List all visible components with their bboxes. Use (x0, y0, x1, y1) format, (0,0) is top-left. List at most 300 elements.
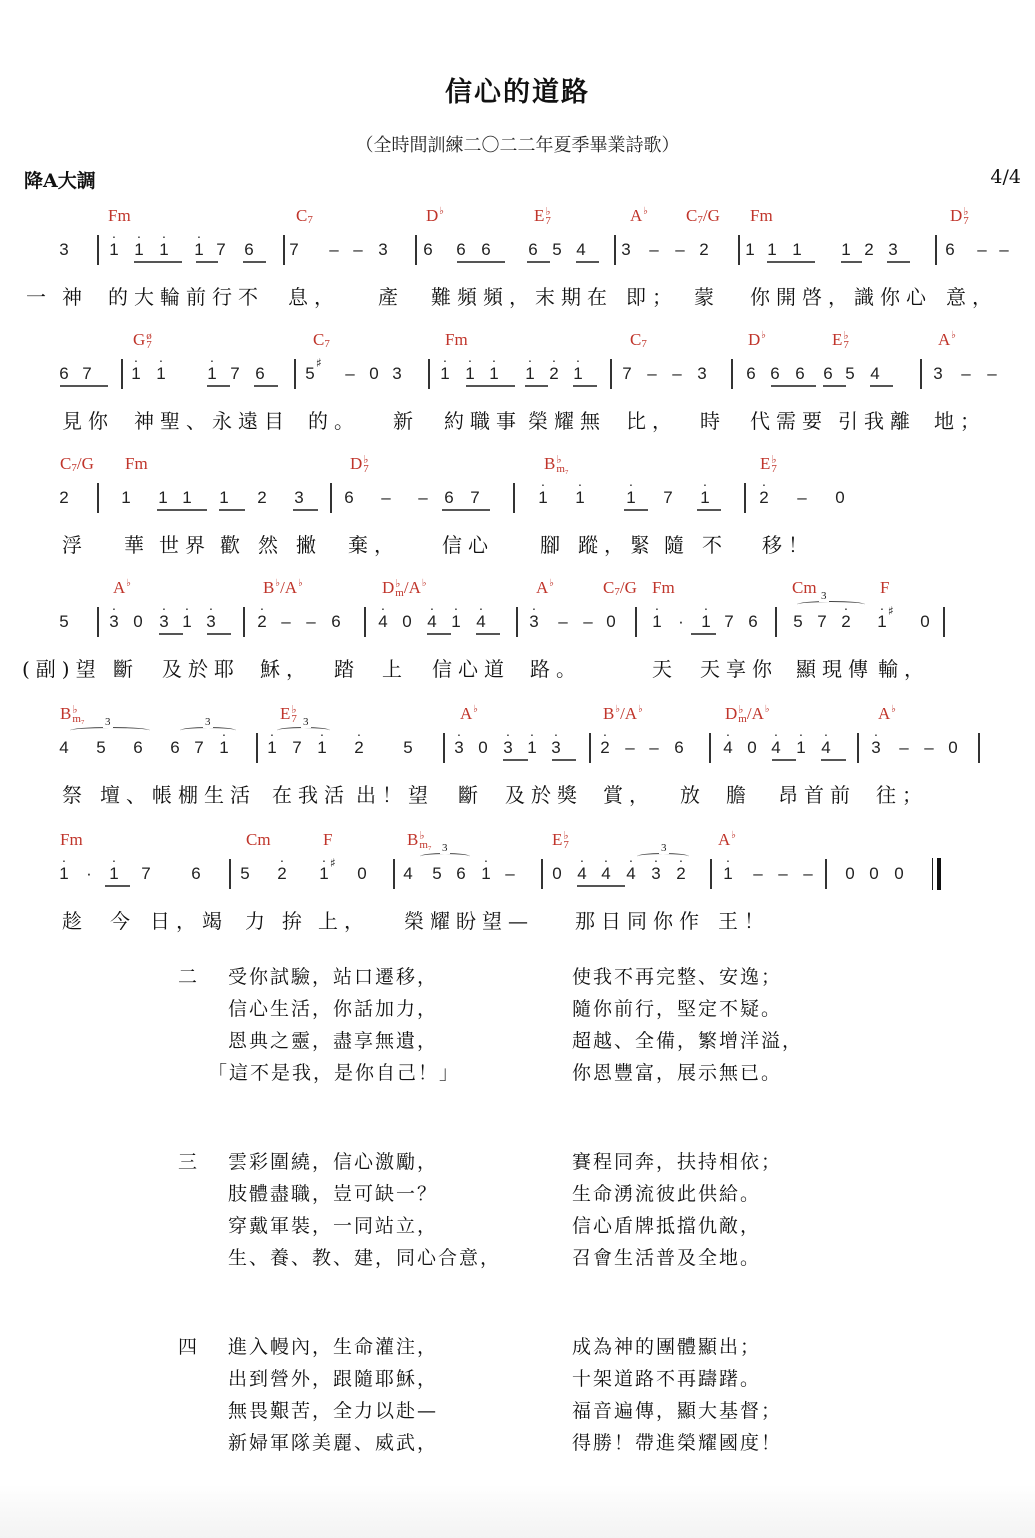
jianpu-note: 7 (141, 864, 151, 883)
barline (709, 733, 711, 763)
jianpu-note: 4 (59, 738, 69, 757)
chord-symbol: A♭ (113, 578, 131, 597)
lyric-text: 新 (393, 409, 419, 433)
beam-underline (552, 759, 576, 761)
lyric-text: 在我活 (272, 783, 350, 807)
jianpu-note: 1 · (451, 600, 461, 631)
jianpu-note: 4 · (476, 600, 486, 631)
chord-symbol: E ♭ 7 (280, 704, 297, 725)
lyric-text: 輸， (878, 657, 930, 681)
barline (978, 733, 980, 763)
triplet-number: 3 (661, 842, 667, 854)
lyric-text: (副)望 (22, 657, 102, 681)
lyric-text: 膽 (726, 783, 752, 807)
jianpu-note: 7 (289, 240, 299, 259)
jianpu-note: · (678, 612, 684, 631)
jianpu-note: 6 (481, 240, 491, 259)
chord-symbol: A♭ (460, 704, 478, 723)
verse-line-right: 成為神的團體顯出； (572, 1336, 762, 1358)
jianpu-note: 2 · (257, 600, 267, 631)
jianpu-note: 1 (219, 488, 229, 507)
jianpu-note: 1 · (317, 726, 327, 757)
jianpu-note: 6 (674, 738, 684, 757)
jianpu-note: 6 (823, 364, 833, 383)
jianpu-note: 1 (158, 488, 168, 507)
barline (97, 483, 99, 513)
beam-underline (427, 633, 451, 635)
chord-symbol: $C_7$ (313, 330, 330, 350)
jianpu-note: 1 · (465, 352, 475, 383)
jianpu-note: 1 · (527, 726, 537, 757)
jianpu-note: – (558, 612, 568, 631)
jianpu-note: – (899, 738, 909, 757)
jianpu-note: – (924, 738, 934, 757)
chord-symbol: F (880, 578, 890, 597)
jianpu-note: 1 · (723, 852, 733, 883)
lyric-text: 神聖、永遠目 (134, 409, 290, 433)
chord-symbol: Fm (125, 454, 148, 473)
lyric-text: 浮 (62, 533, 88, 557)
song-subtitle: （全時間訓練二〇二二年夏季畢業詩歌） (355, 135, 680, 156)
barline (825, 859, 827, 889)
beam-underline (207, 385, 230, 387)
triplet-arc (420, 853, 470, 860)
barline (415, 235, 417, 265)
jianpu-note: 0 (948, 738, 958, 757)
lyric-text: 日，竭 (150, 909, 228, 933)
triplet-arc (637, 853, 689, 860)
lyric-text: 蹤，緊 (578, 533, 656, 557)
lyric-text: 榮耀盼望— (404, 909, 534, 933)
verse-line-left: 穿戴軍裝，一同站立， (228, 1215, 439, 1237)
beam-underline (527, 261, 550, 263)
jianpu-note: 6 (331, 612, 341, 631)
jianpu-note: 7 (216, 240, 226, 259)
lyric-text: 見你 (62, 409, 114, 433)
jianpu-note: – (999, 240, 1009, 259)
jianpu-note: 1 · (134, 228, 144, 259)
jianpu-note: 2 · (841, 600, 851, 631)
verse-line-right: 生命湧流彼此供給。 (572, 1183, 762, 1205)
jianpu-note: 6 (344, 488, 354, 507)
verse-line-right: 你恩豐富，展示無已。 (572, 1062, 783, 1084)
lyric-text: 踏 (334, 657, 360, 681)
jianpu-note: 0 (845, 864, 855, 883)
lyric-text: 斷 (458, 783, 484, 807)
jianpu-note: 1 · (59, 852, 69, 883)
jianpu-note: – (418, 488, 428, 507)
verse-line-right: 召會生活普及全地。 (572, 1247, 762, 1269)
jianpu-note: – (961, 364, 971, 383)
jianpu-note: 1 · (626, 476, 636, 507)
jianpu-note: 7 (82, 364, 92, 383)
jianpu-note: 1 (182, 488, 192, 507)
verse-line-right: 得勝！帶進榮耀國度！ (572, 1432, 783, 1454)
beam-underline (159, 633, 183, 635)
jianpu-note: 1 · (489, 352, 499, 383)
triplet-number: 3 (442, 842, 448, 854)
barline (710, 859, 712, 889)
jianpu-note: 6 (770, 364, 780, 383)
beam-underline (767, 261, 815, 263)
barline (731, 359, 733, 389)
chord-symbol: B ♭ m₇ (407, 830, 432, 851)
jianpu-note: 4 · (626, 852, 636, 883)
jianpu-note: 0 (894, 864, 904, 883)
lyric-text: 上 (382, 657, 408, 681)
jianpu-note: 5 (793, 612, 803, 631)
jianpu-note: 0 (369, 364, 379, 383)
jianpu-note: 5 (240, 864, 250, 883)
barline (283, 235, 285, 265)
chord-symbol: E ♭ 7 (760, 454, 777, 475)
chord-symbol: B ♭ m₇ (60, 704, 85, 725)
verse-line-right: 使我不再完整、安逸； (572, 966, 783, 988)
chord-symbol: E ♭ 7 (832, 330, 849, 351)
lyric-text: 的大輪 (108, 285, 186, 309)
jianpu-note: 3 · (529, 600, 539, 631)
barline (256, 733, 258, 763)
jianpu-note: – (778, 864, 788, 883)
chord-symbol: $C_7$ (630, 330, 647, 350)
jianpu-note: 6 (795, 364, 805, 383)
chord-symbol: Fm (108, 206, 131, 225)
triplet-number: 3 (821, 590, 827, 602)
jianpu-note: 6 (945, 240, 955, 259)
jianpu-note: 0 (747, 738, 757, 757)
lyric-text: 腳 (540, 533, 566, 557)
jianpu-note: 1 · (207, 352, 217, 383)
lyric-text: 時 (700, 409, 726, 433)
jianpu-note: 1 (745, 240, 755, 259)
lyric-text: 信心道 (432, 657, 510, 681)
barline (428, 359, 430, 389)
jianpu-note: 0 (606, 612, 616, 631)
lyric-text: 及於獎 (505, 783, 583, 807)
jianpu-note: 6 (170, 738, 180, 757)
chord-symbol: D ♭ 7 (350, 454, 369, 475)
jianpu-note: 1 · (219, 726, 229, 757)
jianpu-note: 3 (294, 488, 304, 507)
chord-symbol: D ♭ m /A♭ (725, 704, 770, 725)
triplet-arc (797, 601, 865, 608)
jianpu-note: 0 (357, 864, 367, 883)
jianpu-note: 2 · (600, 726, 610, 757)
jianpu-note: 3 (888, 240, 898, 259)
verse-line-right: 賽程同奔，扶持相依； (572, 1151, 783, 1173)
triplet-arc (277, 727, 330, 734)
lyric-text: 昂首前 (778, 783, 856, 807)
jianpu-note: 5 (59, 612, 69, 631)
chord-symbol: B♭/A♭ (263, 578, 303, 597)
chord-symbol: E ♭ 7 (534, 206, 551, 227)
chord-symbol: A♭ (878, 704, 896, 723)
jianpu-note: 0 (869, 864, 879, 883)
lyric-text: 顯現傳 (796, 657, 874, 681)
beam-underline (573, 385, 597, 387)
jianpu-note: 1 · (538, 476, 548, 507)
beam-underline (134, 261, 182, 263)
barline (121, 359, 123, 389)
jianpu-note: – (381, 488, 391, 507)
jianpu-note: 1 · (652, 600, 662, 631)
beam-underline (870, 385, 893, 387)
jianpu-note: 7 (817, 612, 827, 631)
beam-underline (887, 261, 910, 263)
beam-underline (196, 261, 218, 263)
lyric-text: 賞， (603, 783, 655, 807)
triplet-number: 3 (303, 716, 309, 728)
jianpu-note: 1 · (700, 476, 710, 507)
verse-line-left: 恩典之靈，盡享無遺， (228, 1030, 439, 1052)
lyric-text: 你開啓，識你心 (750, 285, 932, 309)
jianpu-note: – (583, 612, 593, 631)
lyric-text: 蒙 (694, 285, 720, 309)
chord-symbol: Cm (792, 578, 817, 597)
jianpu-note: 1 · (573, 352, 583, 383)
jianpu-note: 7 (663, 488, 673, 507)
lyric-text: 引我離 (838, 409, 916, 433)
lyric-text: 隨 (664, 533, 690, 557)
beam-underline (207, 633, 231, 635)
jianpu-note: – (306, 612, 316, 631)
lyric-text: 難頻頻，末期在 (431, 285, 613, 309)
jianpu-note: 6 (244, 240, 254, 259)
jianpu-note: 3 · (109, 600, 119, 631)
chord-symbol: A♭ (630, 206, 648, 225)
jianpu-note: 4 · (601, 852, 611, 883)
jianpu-note: 1 (841, 240, 851, 259)
jianpu-note: – (672, 364, 682, 383)
jianpu-note: 2 (257, 488, 267, 507)
barline (393, 859, 395, 889)
barline (294, 359, 296, 389)
lyric-text: 產 (378, 285, 404, 309)
lyric-text: 一 (26, 285, 52, 309)
jianpu-note: 0 (478, 738, 488, 757)
jianpu-note: 2 (864, 240, 874, 259)
jianpu-note: 4 · (771, 726, 781, 757)
chord-symbol: B♭/A♭ (603, 704, 643, 723)
jianpu-note: 4 (870, 364, 880, 383)
chord-symbol: E ♭ 7 (552, 830, 569, 851)
song-title: 信心的道路 (445, 77, 590, 108)
jianpu-note: 0 (920, 612, 930, 631)
jianpu-note: – (977, 240, 987, 259)
lyric-text: 上， (318, 909, 370, 933)
jianpu-note: 3 (933, 364, 943, 383)
verse-number: 四 (178, 1336, 198, 1358)
beam-underline (157, 509, 207, 511)
jianpu-note: 2 (59, 488, 69, 507)
verse-line-left: 信心生活，你話加力， (228, 998, 439, 1020)
verse-line-left: 進入幔內，生命灌注， (228, 1336, 439, 1358)
barline (243, 607, 245, 637)
jianpu-note: 1 · (159, 228, 169, 259)
jianpu-note: – (753, 864, 763, 883)
lyric-text: 移！ (762, 533, 814, 557)
lyric-text: 前行不 (186, 285, 264, 309)
jianpu-note: – (649, 240, 659, 259)
lyric-text: 神 (62, 285, 88, 309)
jianpu-note: 6 (746, 364, 756, 383)
beam-underline (476, 633, 500, 635)
jianpu-note: 7 (724, 612, 734, 631)
jianpu-note: 5 (552, 240, 562, 259)
jianpu-note: 1 · (131, 352, 141, 383)
jianpu-note: 2 (699, 240, 709, 259)
chord-symbol: A♭ (938, 330, 956, 349)
verse-number: 二 (178, 966, 198, 988)
jianpu-note: – (353, 240, 363, 259)
jianpu-note: 7 (622, 364, 632, 383)
chord-symbol: F (323, 830, 333, 849)
barline (935, 235, 937, 265)
beam-underline (691, 633, 716, 635)
beam-underline (772, 759, 796, 761)
jianpu-note: 4 (576, 240, 586, 259)
verse-line-left: 無畏艱苦，全力以赴— (228, 1400, 439, 1422)
chord-symbol: $C_7/G$ (686, 206, 720, 226)
verse-line-left: 肢體盡職，豈可缺一？ (228, 1183, 439, 1205)
jianpu-note: 6 (528, 240, 538, 259)
jianpu-note: – (647, 364, 657, 383)
beam-underline (466, 385, 515, 387)
barline (443, 733, 445, 763)
jianpu-note: 3 · (454, 726, 464, 757)
jianpu-note: 1 · (575, 476, 585, 507)
chord-symbol: A♭ (718, 830, 736, 849)
barline (857, 733, 859, 763)
lyric-text: 拚 (282, 909, 308, 933)
lyric-text: 約職事 (444, 409, 522, 433)
jianpu-note: 3 · (503, 726, 513, 757)
lyric-text: 今 (110, 909, 136, 933)
barline (738, 235, 740, 265)
lyric-text: 地； (934, 409, 986, 433)
jianpu-note: 1 · (525, 352, 535, 383)
lyric-text: 及於耶 (162, 657, 240, 681)
beam-underline (577, 885, 625, 887)
beam-underline (576, 261, 599, 263)
chord-symbol: D♭ (426, 206, 444, 225)
lyric-text: 不 (702, 533, 728, 557)
lyric-text: 的。 (308, 409, 360, 433)
barline (610, 359, 612, 389)
lyric-text: 歡 (220, 533, 246, 557)
jianpu-note: 4 · (821, 726, 831, 757)
barline (775, 607, 777, 637)
chord-symbol: Fm (652, 578, 675, 597)
jianpu-note: – (625, 738, 635, 757)
barline (516, 607, 518, 637)
jianpu-note: 6 (423, 240, 433, 259)
jianpu-note: – (329, 240, 339, 259)
jianpu-note: 7 (194, 738, 204, 757)
jianpu-note: 6 (191, 864, 201, 883)
jianpu-note: – (675, 240, 685, 259)
chord-symbol: A♭ (536, 578, 554, 597)
beam-underline (771, 385, 816, 387)
jianpu-note: 2 · (676, 852, 686, 883)
jianpu-note: 3 · (206, 600, 216, 631)
barline (589, 733, 591, 763)
jianpu-note: – (505, 864, 515, 883)
chord-symbol: Fm (60, 830, 83, 849)
barline (541, 859, 543, 889)
lyric-text: 往； (876, 783, 928, 807)
jianpu-note: 0 (133, 612, 143, 631)
triplet-number: 3 (105, 716, 111, 728)
beam-underline (697, 509, 721, 511)
chord-symbol: $C_7/G$ (603, 578, 637, 598)
jianpu-note: 0 (402, 612, 412, 631)
jianpu-note: 5 ♯ (305, 356, 322, 383)
barline (364, 607, 366, 637)
beam-underline (821, 759, 846, 761)
lyric-text: 那日同你作 (575, 909, 705, 933)
jianpu-note: 4 · (427, 600, 437, 631)
verse-line-left: 新婦軍隊美麗、威武， (228, 1432, 439, 1454)
jianpu-note: 5 (845, 364, 855, 383)
verse-line-right: 隨你前行，堅定不疑。 (572, 998, 783, 1020)
lyric-text: 天 (652, 657, 678, 681)
beam-underline (293, 509, 318, 511)
beam-underline (457, 261, 505, 263)
barline (744, 483, 746, 513)
jianpu-note: 1 · (156, 352, 166, 383)
lyric-text: 即； (626, 285, 678, 309)
jianpu-note: 2 · (549, 352, 559, 383)
jianpu-note: 7 (292, 738, 302, 757)
lyric-text: 力 (245, 909, 271, 933)
jianpu-note: 1 · (796, 726, 806, 757)
barline (635, 607, 637, 637)
jianpu-note: – (281, 612, 291, 631)
jianpu-note: 6 (456, 240, 466, 259)
verse-line-left: 生、養、教、建，同心合意， (228, 1247, 502, 1269)
jianpu-note: 3 · (651, 852, 661, 883)
triplet-arc (180, 727, 236, 734)
verse-line-right: 福音遍傳，顯大基督； (572, 1400, 783, 1422)
jianpu-note: 5 (403, 738, 413, 757)
key-signature: 降A大調 (24, 170, 96, 192)
jianpu-note: 6 (748, 612, 758, 631)
jianpu-note: – (649, 738, 659, 757)
jianpu-note: 3 (621, 240, 631, 259)
triplet-number: 3 (205, 716, 211, 728)
jianpu-note: 1 (767, 240, 777, 259)
beam-underline (219, 509, 245, 511)
lyric-text: 意， (946, 285, 998, 309)
jianpu-note: – (987, 364, 997, 383)
beam-underline (60, 385, 108, 387)
lyric-text: 斷 (113, 657, 139, 681)
jianpu-note: 4 (403, 864, 413, 883)
jianpu-note: 3 (697, 364, 707, 383)
chord-symbol: $C_7$ (296, 206, 313, 226)
beam-underline (823, 385, 846, 387)
beam-underline (525, 385, 548, 387)
lyric-text: 然 (258, 533, 284, 557)
beam-underline (105, 885, 130, 887)
jianpu-note: 6 (456, 864, 466, 883)
verse-number: 三 (178, 1151, 198, 1173)
jianpu-note: – (797, 488, 807, 507)
jianpu-note: 6 (133, 738, 143, 757)
beam-underline (624, 509, 648, 511)
chord-symbol: Fm (445, 330, 468, 349)
